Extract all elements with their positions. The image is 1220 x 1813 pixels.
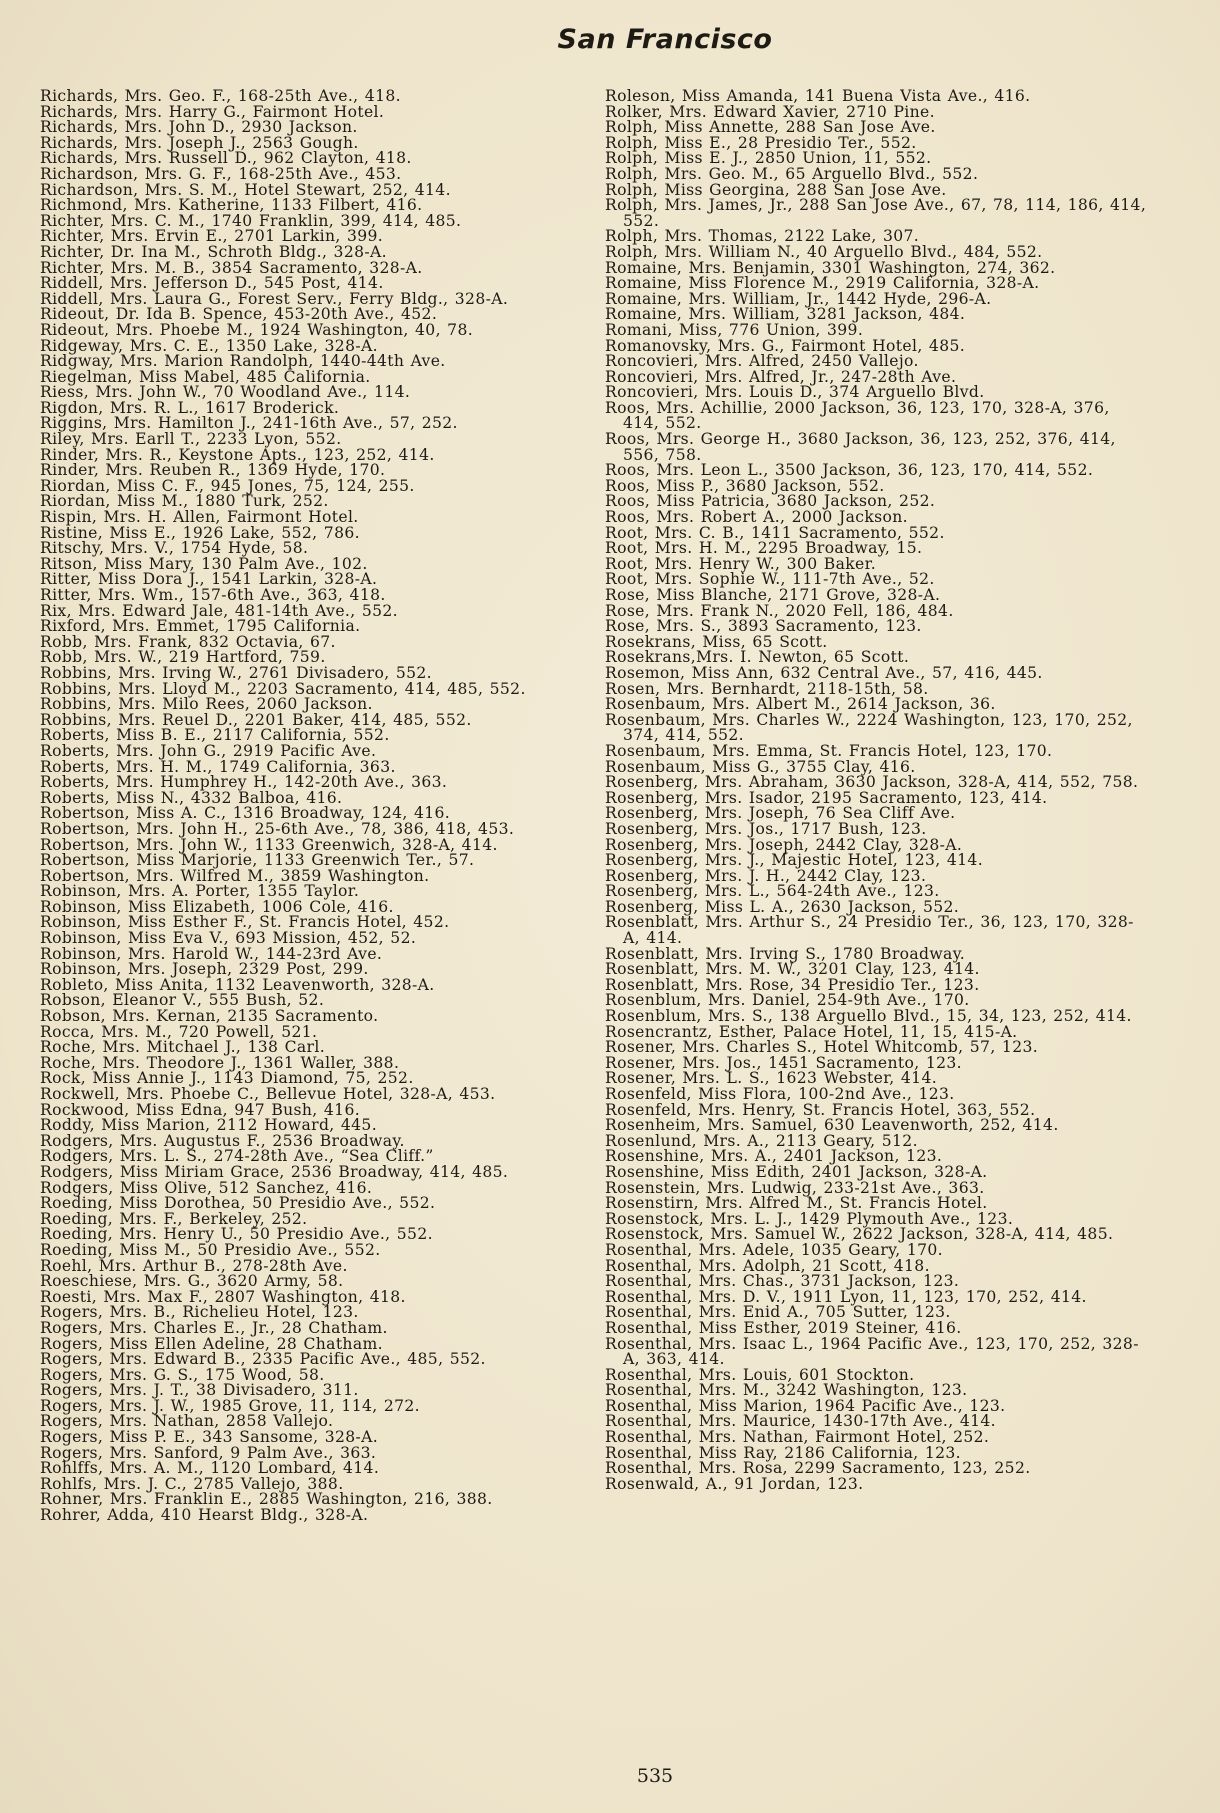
directory-entry: Riddell, Mrs. Jefferson D., 545 Post, 414. [40, 274, 384, 293]
directory-entry: Rosenblatt, Mrs. M. W., 3201 Clay, 123, 414. [605, 960, 980, 979]
directory-entry: Riley, Mrs. Earll T., 2233 Lyon, 552. [40, 430, 342, 449]
directory-entry: Roesti, Mrs. Max F., 2807 Washington, 418. [40, 1287, 406, 1306]
directory-entry: Rosenberg, Mrs. J., Majestic Hotel, 123, 414. [605, 851, 984, 870]
directory-entry: Rosenshine, Mrs. A., 2401 Jackson, 123. [605, 1147, 943, 1166]
directory-entry: Rose, Mrs. S., 3893 Sacramento, 123. [605, 617, 922, 636]
directory-entry: Robbins, Mrs. Irving W., 2761 Divisadero, 552. [40, 663, 432, 682]
directory-entry: Rosenwald, A., 91 Jordan, 123. [605, 1474, 864, 1493]
directory-entry: Rolph, Mrs. James, Jr., 288 San Jose Ave., 67, 78, 114, 186, 414, 552. [605, 196, 1147, 230]
directory-entry: Rogers, Mrs. Edward B., 2335 Pacific Ave., 485, 552. [40, 1350, 486, 1369]
directory-entry: Rogers, Miss Ellen Adeline, 28 Chatham. [40, 1334, 383, 1353]
directory-entry: Roche, Mrs. Theodore J., 1361 Waller, 388. [40, 1053, 400, 1072]
directory-entry: Ritter, Miss Dora J., 1541 Larkin, 328-A. [40, 570, 378, 589]
directory-entry: Richards, Mrs. Geo. F., 168-25th Ave., 418. [40, 87, 401, 105]
directory-entry: Roeschiese, Mrs. G., 3620 Army, 58. [40, 1272, 344, 1291]
directory-entry: Rolph, Mrs. Thomas, 2122 Lake, 307. [605, 227, 920, 246]
directory-entry: Rodgers, Miss Olive, 512 Sanchez, 416. [40, 1178, 373, 1197]
directory-entry: Romani, Miss, 776 Union, 399. [605, 320, 864, 339]
directory-entry: Rolph, Mrs. William N., 40 Arguello Blvd., 484, 552. [605, 242, 1043, 261]
directory-entry: Rosenstock, Mrs. Samuel W., 2622 Jackson, 328-A, 414, 485. [605, 1225, 1114, 1244]
directory-entry: Rosenthal, Miss Ray, 2186 California, 123. [605, 1443, 961, 1462]
directory-entry: Rock, Miss Annie J., 1143 Diamond, 75, 252. [40, 1069, 414, 1088]
directory-entry: Rogers, Mrs. Sanford, 9 Palm Ave., 363. [40, 1443, 377, 1462]
directory-entry: Rosenberg, Mrs. Abraham, 3630 Jackson, 328-A, 414, 552, 758. [605, 773, 1139, 792]
directory-entry: Rideout, Mrs. Phoebe M., 1924 Washington, 40, 78. [40, 320, 474, 339]
directory-entry: Robertson, Mrs. Wilfred M., 3859 Washington. [40, 866, 430, 885]
directory-entry: Roberts, Mrs. H. M., 1749 California, 363. [40, 757, 396, 776]
directory-entry: Rosenbaum, Mrs. Charles W., 2224 Washington, 123, 170, 252, 374, 414, 552. [605, 710, 1133, 745]
directory-entry: Roos, Miss P., 3680 Jackson, 552. [605, 476, 885, 495]
directory-entry: Rohner, Mrs. Franklin E., 2885 Washington, 216, 388. [40, 1490, 493, 1509]
directory-entry: Richmond, Mrs. Katherine, 1133 Filbert, 416. [40, 196, 423, 215]
left-column [40, 89, 580, 1524]
directory-entry: Robinson, Mrs. Harold W., 144-23rd Ave. [40, 944, 383, 963]
directory-entry: Romanovsky, Mrs. G., Fairmont Hotel, 485. [605, 336, 966, 355]
directory-entry: Rosenheim, Mrs. Samuel, 630 Leavenworth, 252, 414. [605, 1116, 1059, 1135]
directory-entry: Rosener, Mrs. Charles S., Hotel Whitcomb, 57, 123. [605, 1038, 1039, 1057]
directory-entry: Rodgers, Mrs. L. S., 274-28th Ave., “Sea Cliff.” [40, 1147, 434, 1166]
directory-entry: Roos, Miss Patricia, 3680 Jackson, 252. [605, 492, 936, 511]
directory-entry: Richter, Mrs. Ervin E., 2701 Larkin, 399. [40, 227, 384, 246]
directory-entry: Rosenthal, Mrs. Enid A., 705 Sutter, 123. [605, 1303, 951, 1322]
directory-entry: Rosencrantz, Esther, Palace Hotel, 11, 15, 415-A. [605, 1022, 1018, 1041]
directory-entry: Rosenshine, Miss Edith, 2401 Jackson, 328-A. [605, 1162, 988, 1181]
directory-entry: Richards, Mrs. John D., 2930 Jackson. [40, 118, 358, 137]
directory-entry: Rolph, Miss Georgina, 288 San Jose Ave. [605, 180, 947, 199]
directory-entry: Robbins, Mrs. Milo Rees, 2060 Jackson. [40, 695, 373, 714]
directory-entry: Rosenfeld, Miss Flora, 100-2nd Ave., 123. [605, 1085, 955, 1103]
directory-entry: Richter, Mrs. M. B., 3854 Sacramento, 328-A. [40, 258, 423, 277]
directory-entry: Root, Mrs. Sophie W., 111-7th Ave., 52. [605, 570, 935, 589]
directory-entry: Riordan, Miss C. F., 945 Jones, 75, 124, 255. [40, 476, 415, 495]
directory-entry: Roos, Mrs. Leon L., 3500 Jackson, 36, 123, 170, 414, 552. [605, 461, 1094, 480]
directory-entry: Rodgers, Mrs. Augustus F., 2536 Broadway. [40, 1131, 405, 1150]
directory-entry: Rockwood, Miss Edna, 947 Bush, 416. [40, 1100, 361, 1119]
directory-entry: Romaine, Mrs. William, Jr., 1442 Hyde, 296-A. [605, 289, 992, 308]
directory-entry: Rosenthal, Mrs. Rosa, 2299 Sacramento, 123, 252. [605, 1459, 1031, 1478]
directory-entry: Roche, Mrs. Mitchael J., 138 Carl. [40, 1038, 326, 1057]
directory-entry: Romaine, Mrs. Benjamin, 3301 Washington, 274, 362. [605, 258, 1056, 277]
directory-entry: Roos, Mrs. Robert A., 2000 Jackson. [605, 508, 908, 527]
directory-entry: Robertson, Miss A. C., 1316 Broadway, 124, 416. [40, 804, 451, 823]
directory-entry: Rolph, Miss E. J., 2850 Union, 11, 552. [605, 149, 932, 168]
directory-entry: Rolker, Mrs. Edward Xavier, 2710 Pine. [605, 102, 935, 121]
directory-entry: Robb, Mrs. Frank, 832 Octavia, 67. [40, 632, 336, 651]
directory-entry: Rosenstein, Mrs. Ludwig, 233-21st Ave., 363. [605, 1178, 985, 1197]
directory-entry: Roeding, Mrs. F., Berkeley, 252. [40, 1209, 308, 1228]
directory-entry: Riordan, Miss M., 1880 Turk, 252. [40, 492, 329, 511]
directory-entry: Roncovieri, Mrs. Alfred, Jr., 247-28th Ave. [605, 367, 957, 386]
directory-entry: Rosekrans, Miss, 65 Scott. [605, 632, 828, 651]
page-number: 535 [636, 1765, 674, 1787]
directory-entry: Rinder, Mrs. R., Keystone Apts., 123, 252, 414. [40, 445, 435, 464]
directory-entry: Roddy, Miss Marion, 2112 Howard, 445. [40, 1116, 378, 1135]
directory-entry: Roncovieri, Mrs. Louis D., 374 Arguello Blvd. [605, 383, 985, 402]
directory-entry: Ridgeway, Mrs. C. E., 1350 Lake, 328-A. [40, 336, 378, 355]
directory-entry: Robbins, Mrs. Lloyd M., 2203 Sacramento, 414, 485, 552. [40, 679, 526, 698]
directory-entry: Rosenthal, Mrs. M., 3242 Washington, 123. [605, 1381, 968, 1400]
directory-entry: Richardson, Mrs. S. M., Hotel Stewart, 252, 414. [40, 180, 451, 199]
directory-entry: Roberts, Miss N., 4332 Balboa, 416. [40, 788, 343, 807]
directory-entry: Rosenthal, Mrs. Adele, 1035 Geary, 170. [605, 1240, 943, 1259]
directory-entry: Root, Mrs. C. B., 1411 Sacramento, 552. [605, 523, 945, 542]
directory-entry: Rosenlund, Mrs. A., 2113 Geary, 512. [605, 1131, 918, 1150]
directory-entry: Rosenblatt, Mrs. Arthur S., 24 Presidio Ter., 36, 123, 170, 328-A, 414. [605, 913, 1134, 948]
directory-entry: Roberts, Mrs. John G., 2919 Pacific Ave. [40, 741, 377, 760]
directory-entry: Robinson, Miss Eva V., 693 Mission, 452, 52. [40, 929, 417, 948]
directory-entry: Rosenthal, Mrs. D. V., 1911 Lyon, 11, 123, 170, 252, 414. [605, 1287, 1087, 1306]
directory-entry: Rose, Miss Blanche, 2171 Grove, 328-A. [605, 586, 941, 604]
directory-entry: Riddell, Mrs. Laura G., Forest Serv., Ferry Bldg., 328-A. [40, 289, 509, 308]
directory-entry: Rohrer, Adda, 410 Hearst Bldg., 328-A. [40, 1506, 369, 1525]
directory-entry: Robertson, Mrs. John W., 1133 Greenwich, 328-A, 414. [40, 835, 498, 854]
directory-entry: Ritter, Mrs. Wm., 157-6th Ave., 363, 418. [40, 586, 386, 604]
directory-entry: Roeding, Miss M., 50 Presidio Ave., 552. [40, 1240, 381, 1259]
directory-entry: Rodgers, Miss Miriam Grace, 2536 Broadway, 414, 485. [40, 1162, 509, 1181]
directory-entry: Roncovieri, Mrs. Alfred, 2450 Vallejo. [605, 352, 919, 371]
directory-entry: Riggins, Mrs. Hamilton J., 241-16th Ave., 57, 252. [40, 414, 458, 433]
page-title: San Francisco [557, 24, 773, 55]
directory-entry: Rosekrans,Mrs. I. Newton, 65 Scott. [605, 648, 910, 667]
directory-entry: Robson, Mrs. Kernan, 2135 Sacramento. [40, 1007, 379, 1026]
directory-entry: Rocca, Mrs. M., 720 Powell, 521. [40, 1022, 318, 1041]
directory-entry: Roberts, Miss B. E., 2117 California, 552. [40, 726, 390, 745]
directory-entry: Richter, Mrs. C. M., 1740 Franklin, 399, 414, 485. [40, 211, 462, 230]
directory-entry: Roos, Mrs. George H., 3680 Jackson, 36, 123, 252, 376, 414, 556, 758. [605, 430, 1116, 464]
directory-entry: Rogers, Mrs. Charles E., Jr., 28 Chatham. [40, 1318, 388, 1337]
directory-entry: Rogers, Mrs. B., Richelieu Hotel, 123. [40, 1303, 359, 1322]
directory-entry: Rosenbaum, Mrs. Emma, St. Francis Hotel, 123, 170. [605, 741, 1053, 760]
directory-entry: Rolph, Miss Annette, 288 San Jose Ave. [605, 118, 936, 137]
directory-entry: Robleto, Miss Anita, 1132 Leavenworth, 328-A. [40, 975, 435, 994]
directory-entry: Rose, Mrs. Frank N., 2020 Fell, 186, 484. [605, 601, 954, 620]
directory-entry: Rolph, Mrs. Geo. M., 65 Arguello Blvd., 552. [605, 164, 979, 183]
directory-entry: Rogers, Mrs. J. W., 1985 Grove, 11, 114, 272. [40, 1396, 420, 1415]
directory-entry: Rosenfeld, Mrs. Henry, St. Francis Hotel, 363, 552. [605, 1100, 1036, 1119]
directory-entry: Roeding, Mrs. Henry U., 50 Presidio Ave., 552. [40, 1225, 433, 1244]
directory-entry: Rosenberg, Mrs. Joseph, 2442 Clay, 328-A. [605, 835, 963, 854]
directory-entry: Rix, Mrs. Edward Jale, 481-14th Ave., 552. [40, 601, 398, 620]
directory-entry: Rosenthal, Miss Esther, 2019 Steiner, 416. [605, 1318, 962, 1337]
directory-entry: Rosen, Mrs. Bernhardt, 2118-15th, 58. [605, 679, 929, 698]
directory-entry: Rigdon, Mrs. R. L., 1617 Broderick. [40, 398, 340, 417]
directory-entry: Rogers, Miss P. E., 343 Sansome, 328-A. [40, 1428, 379, 1447]
directory-entry: Rosenberg, Mrs. Isador, 2195 Sacramento, 123, 414. [605, 788, 1048, 807]
directory-entry: Rosenthal, Mrs. Isaac L., 1964 Pacific Ave., 123, 170, 252, 328-A, 363, 414. [605, 1334, 1139, 1369]
directory-entry: Ritson, Miss Mary, 130 Palm Ave., 102. [40, 554, 368, 573]
directory-entry: Richter, Dr. Ina M., Schroth Bldg., 328-A. [40, 242, 387, 261]
directory-entry: Rideout, Dr. Ida B. Spence, 453-20th Ave., 452. [40, 305, 438, 324]
directory-entry: Richards, Mrs. Joseph J., 2563 Gough. [40, 133, 359, 152]
directory-entry: Richards, Mrs. Russell D., 962 Clayton, 418. [40, 149, 412, 168]
directory-entry: Robertson, Miss Marjorie, 1133 Greenwich Ter., 57. [40, 851, 475, 870]
directory-entry: Roehl, Mrs. Arthur B., 278-28th Ave. [40, 1256, 348, 1275]
directory-entry: Robb, Mrs. W., 219 Hartford, 759. [40, 648, 326, 667]
directory-entry: Ritschy, Mrs. V., 1754 Hyde, 58. [40, 539, 309, 558]
directory-entry: Rosenthal, Mrs. Chas., 3731 Jackson, 123. [605, 1272, 960, 1291]
directory-entry: Rixford, Mrs. Emmet, 1795 California. [40, 617, 361, 636]
directory-entry: Root, Mrs. Henry W., 300 Baker. [605, 554, 876, 573]
right-column [605, 89, 1150, 1492]
directory-entry: Rosenberg, Mrs. L., 564-24th Ave., 123. [605, 882, 940, 901]
directory-entry: Roberts, Mrs. Humphrey H., 142-20th Ave., 363. [40, 773, 448, 792]
directory-entry: Rogers, Mrs. J. T., 38 Divisadero, 311. [40, 1381, 359, 1400]
directory-entry: Rosenthal, Mrs. Nathan, Fairmont Hotel, 252. [605, 1428, 990, 1447]
directory-entry: Rosenblatt, Mrs. Irving S., 1780 Broadway. [605, 944, 966, 963]
directory-entry: Romaine, Miss Florence M., 2919 California, 328-A. [605, 274, 1040, 293]
directory-entry: Richards, Mrs. Harry G., Fairmont Hotel. [40, 102, 385, 121]
directory-entry: Robbins, Mrs. Reuel D., 2201 Baker, 414, 485, 552. [40, 710, 472, 729]
directory-entry: Richardson, Mrs. G. F., 168-25th Ave., 453. [40, 164, 402, 183]
directory-entry: Rosenbaum, Miss G., 3755 Clay, 416. [605, 757, 916, 776]
directory-entry: Rohlfs, Mrs. J. C., 2785 Vallejo, 388. [40, 1474, 344, 1493]
directory-entry: Rosenblum, Mrs. Daniel, 254-9th Ave., 170. [605, 991, 970, 1010]
directory-entry: Rinder, Mrs. Reuben R., 1369 Hyde, 170. [40, 461, 386, 480]
directory-entry: Rosenbaum, Mrs. Albert M., 2614 Jackson, 36. [605, 695, 996, 714]
directory-entry: Rispin, Mrs. H. Allen, Fairmont Hotel. [40, 508, 359, 527]
directory-entry: Rosener, Mrs. Jos., 1451 Sacramento, 123. [605, 1053, 962, 1072]
directory-entry: Robinson, Miss Elizabeth, 1006 Cole, 416. [40, 897, 394, 916]
directory-entry: Rosenberg, Miss L. A., 2630 Jackson, 552. [605, 897, 960, 916]
directory-entry: Robinson, Mrs. Joseph, 2329 Post, 299. [40, 960, 369, 979]
directory-entry: Rohlffs, Mrs. A. M., 1120 Lombard, 414. [40, 1459, 380, 1478]
directory-entry: Rosemon, Miss Ann, 632 Central Ave., 57, 416, 445. [605, 663, 1043, 682]
directory-entry: Rosenthal, Mrs. Maurice, 1430-17th Ave., 414. [605, 1412, 996, 1431]
directory-entry: Rosenberg, Mrs. Jos., 1717 Bush, 123. [605, 819, 927, 838]
directory-entry: Rosenthal, Mrs. Adolph, 21 Scott, 418. [605, 1256, 930, 1275]
directory-entry: Rosenberg, Mrs. J. H., 2442 Clay, 123. [605, 866, 927, 885]
directory-entry: Rosener, Mrs. L. S., 1623 Webster, 414. [605, 1069, 938, 1088]
directory-entry: Robinson, Mrs. A. Porter, 1355 Taylor. [40, 882, 360, 901]
directory-entry: Roos, Mrs. Achillie, 2000 Jackson, 36, 123, 170, 328-A, 376, 414, 552. [605, 398, 1110, 433]
directory-entry: Robertson, Mrs. John H., 25-6th Ave., 78, 386, 418, 453. [40, 819, 515, 838]
directory-entry: Rogers, Mrs. Nathan, 2858 Vallejo. [40, 1412, 334, 1431]
directory-entry: Romaine, Mrs. William, 3281 Jackson, 484. [605, 305, 966, 324]
directory-entry: Rosenblum, Mrs. S., 138 Arguello Blvd., 15, 34, 123, 252, 414. [605, 1007, 1132, 1026]
directory-entry: Rosenthal, Miss Marion, 1964 Pacific Ave., 123. [605, 1396, 1006, 1415]
directory-entry: Ridgway, Mrs. Marion Randolph, 1440-44th Ave. [40, 352, 446, 371]
directory-entry: Rogers, Mrs. G. S., 175 Wood, 58. [40, 1365, 325, 1384]
directory-entry: Root, Mrs. H. M., 2295 Broadway, 15. [605, 539, 923, 558]
directory-entry: Riess, Mrs. John W., 70 Woodland Ave., 114. [40, 383, 411, 402]
directory-entry: Rolph, Miss E., 28 Presidio Ter., 552. [605, 133, 917, 152]
directory-entry: Rosenthal, Mrs. Louis, 601 Stockton. [605, 1365, 915, 1384]
directory-entry: Rosenstock, Mrs. L. J., 1429 Plymouth Ave., 123. [605, 1209, 1014, 1228]
directory-entry: Robson, Eleanor V., 555 Bush, 52. [40, 991, 325, 1010]
directory-entry: Rosenstirn, Mrs. Alfred M., St. Francis Hotel. [605, 1194, 988, 1213]
directory-entry: Roleson, Miss Amanda, 141 Buena Vista Ave., 416. [605, 87, 1031, 105]
directory-entry: Rockwell, Mrs. Phoebe C., Bellevue Hotel, 328-A, 453. [40, 1085, 496, 1103]
directory-entry: Rosenblatt, Mrs. Rose, 34 Presidio Ter., 123. [605, 975, 980, 994]
directory-entry: Riegelman, Miss Mabel, 485 California. [40, 367, 371, 386]
directory-entry: Roeding, Miss Dorothea, 50 Presidio Ave., 552. [40, 1194, 436, 1213]
directory-entry: Rosenberg, Mrs. Joseph, 76 Sea Cliff Ave. [605, 804, 956, 823]
directory-entry: Ristine, Miss E., 1926 Lake, 552, 786. [40, 523, 360, 542]
directory-entry: Robinson, Miss Esther F., St. Francis Hotel, 452. [40, 913, 450, 932]
